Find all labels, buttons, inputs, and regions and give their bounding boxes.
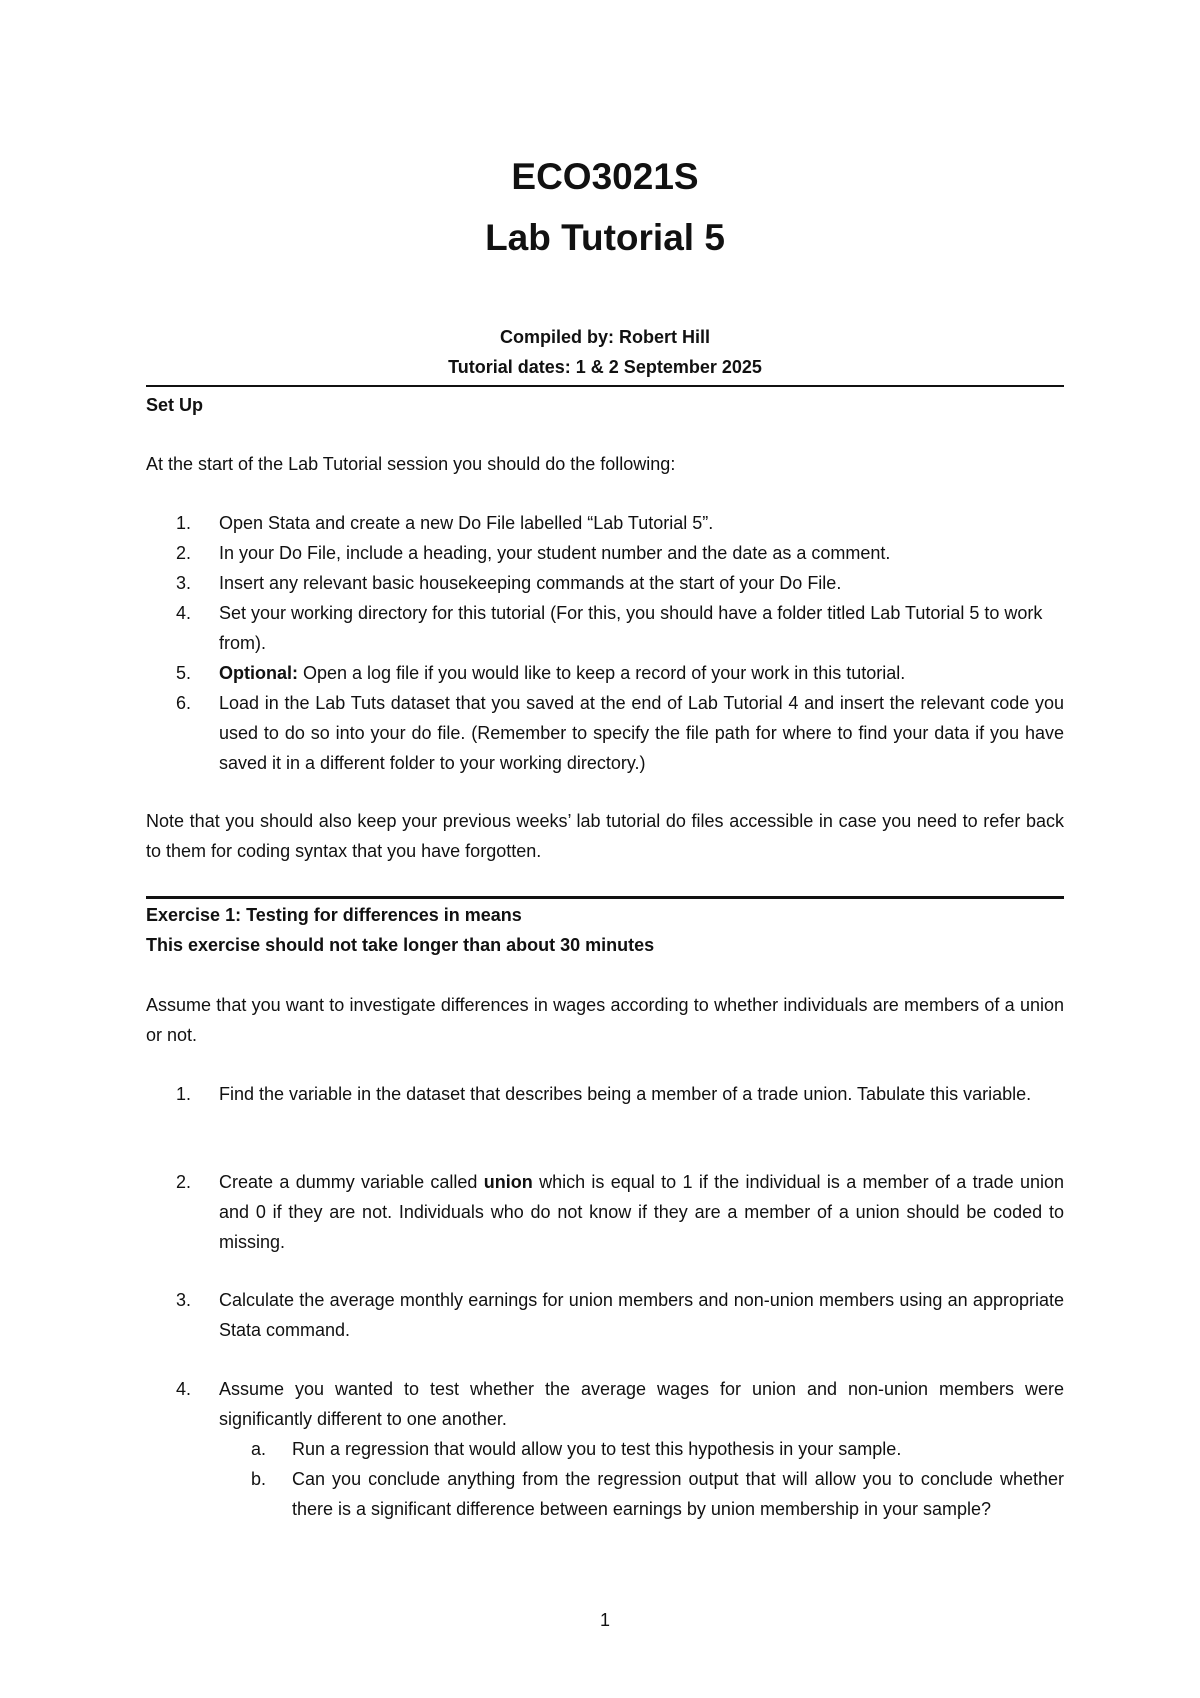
tutorial-dates: Tutorial dates: 1 & 2 September 2025 [448, 357, 762, 377]
sub-question-text: Run a regression that would allow you to test this hypothesis in your sample. [292, 1439, 902, 1459]
header-divider [146, 385, 1064, 387]
setup-step [146, 688, 1064, 778]
document-title: Lab Tutorial 5 [485, 217, 725, 258]
step-number: 3. [176, 573, 192, 593]
setup-step [146, 508, 1064, 538]
step-number: 4. [176, 603, 192, 623]
step-text: Insert any relevant basic housekeeping commands at the start of your Do File. [219, 573, 842, 593]
question-text: Assume you wanted to test whether the average wages for union and non-union members were significantly different to one another. [219, 1379, 1064, 1429]
sub-question-letter: b. [251, 1469, 267, 1489]
step-text: Load in the Lab Tuts dataset that you saved at the end of Lab Tutorial 4 and insert the relevant code you used to do so into your do file. (Remember to specify the file path for where to find your data if you have saved it in a different folder to your working directory.) [219, 693, 1064, 773]
setup-step [146, 598, 1064, 658]
step-text: Open Stata and create a new Do File labelled “Lab Tutorial 5”. [219, 513, 714, 533]
step-number: 2. [176, 543, 192, 563]
setup-steps [146, 508, 1064, 778]
question-number: 4. [176, 1379, 192, 1399]
question-number: 2. [176, 1172, 192, 1192]
exercise1-q1 [146, 1079, 1064, 1109]
setup-step [146, 568, 1064, 598]
question-item [146, 1167, 1064, 1257]
sub-question-letter: a. [251, 1439, 267, 1459]
section-divider [146, 896, 1064, 899]
exercise1-q4 [146, 1374, 1064, 1524]
exercise1-time-note: This exercise should not take longer than about 30 minutes [146, 935, 655, 955]
step-number: 6. [176, 693, 192, 713]
question-text: Find the variable in the dataset that describes being a member of a trade union. Tabulate this variable. [219, 1084, 1032, 1104]
step-number: 5. [176, 663, 192, 683]
question-item [146, 1079, 1064, 1109]
setup-step [146, 658, 1064, 688]
sub-question-list [219, 1434, 1064, 1524]
question-text: Calculate the average monthly earnings for union members and non-union members using an appropriate Stata command. [219, 1290, 1064, 1340]
step-number: 1. [176, 513, 192, 533]
question-number: 3. [176, 1290, 192, 1310]
question-text: Create a dummy variable called [219, 1172, 484, 1192]
exercise1-q3 [146, 1285, 1064, 1345]
setup-intro: At the start of the Lab Tutorial session you should do the following: [146, 454, 676, 474]
exercise1-q2 [146, 1167, 1064, 1257]
step-text: Open a log file if you would like to keep a record of your work in this tutorial. [298, 663, 906, 683]
page-number: 1 [599, 1610, 610, 1630]
exercise1-heading: Exercise 1: Testing for differences in means [146, 905, 522, 925]
course-code: ECO3021S [511, 156, 699, 197]
variable-name: union [483, 1172, 533, 1192]
step-bold-prefix: Optional: [219, 663, 298, 683]
sub-question [219, 1464, 1064, 1524]
question-text: which is equal to 1 if the individual is a member of a trade union and 0 if they are not. Individuals who do not know if they are a member of a union should be coded to missing. [219, 1172, 1064, 1252]
step-text: Set your working directory for this tutorial (For this, you should have a folder titled Lab Tutorial 5 to work from). [219, 603, 1043, 653]
question-item [146, 1285, 1064, 1345]
compiled-by: Compiled by: Robert Hill [499, 327, 710, 347]
question-number: 1. [176, 1084, 192, 1104]
sub-question-text: Can you conclude anything from the regression output that will allow you to conclude whether there is a significant difference between earnings by union membership in your sample? [292, 1469, 1064, 1519]
exercise1-intro: Assume that you want to investigate differences in wages according to whether individuals are members of a union or not. [146, 995, 1064, 1045]
sub-question [219, 1434, 1064, 1464]
setup-heading: Set Up [146, 395, 204, 415]
step-text: In your Do File, include a heading, your student number and the date as a comment. [219, 543, 891, 563]
setup-step [146, 538, 1064, 568]
setup-note: Note that you should also keep your previous weeks’ lab tutorial do files accessible in case you need to refer back to them for coding syntax that you have forgotten. [146, 811, 1064, 861]
question-item [146, 1374, 1064, 1524]
